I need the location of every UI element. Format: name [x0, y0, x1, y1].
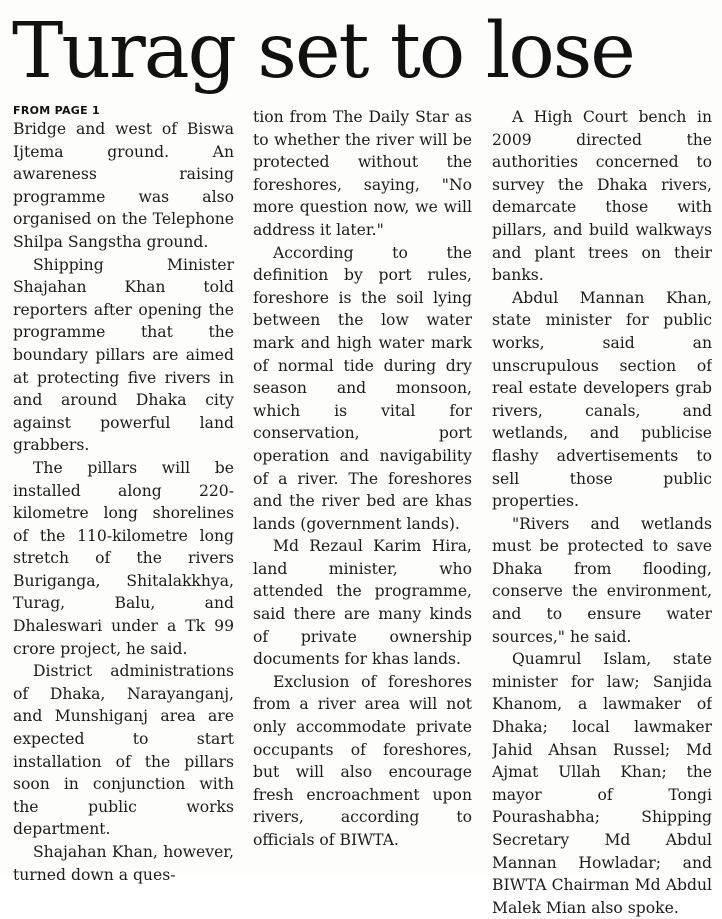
- paragraph: Exclusion of foreshores from a river area will not only accommodate private occupants of foreshores, but will also encourage fresh encroachment upon rivers, according to officials of BIWTA.: [253, 672, 472, 849]
- paragraph: Md Rezaul Karim Hira, land minister, who attended the programme, said there are many kinds of private ownership documents for khas lands.: [253, 537, 472, 669]
- article-column-2: [253, 106, 472, 852]
- paragraph: A High Court bench in 2009 directed the authorities concerned to survey the Dhaka rivers, demarcate those with pillars, and build walkways and plant trees on their banks.: [492, 108, 712, 285]
- paragraph: tion from The Daily Star as to whether the river will be protected without the foreshores, saying, "No more question now, we will address it later.": [253, 108, 472, 239]
- paragraph: The pillars will be installed along 220-kilometre long shorelines of the 110-kilometre long stretch of the rivers Buriganga, Shitalakkhya, Turag, Balu, and Dhaleswari under a Tk 99 crore project, he said.: [13, 458, 234, 658]
- continuation-kicker: FROM PAGE 1: [13, 104, 101, 117]
- paragraph: Shipping Minister Shajahan Khan told reporters after opening the programme that the boundary pillars are aimed at protecting five rivers in and around Dhaka city against powerful land grabbers.: [13, 255, 234, 455]
- headline: Turag set to lose: [12, 7, 634, 96]
- paragraph: Abdul Mannan Khan, state minister for public works, said an unscrupulous section of real estate developers grab rivers, canals, and wetlands, and publicise flashy advertisements to sell those public properties.: [492, 288, 712, 511]
- article-column-3: [492, 106, 712, 919]
- article-column-1: [13, 104, 234, 886]
- paragraph: According to the definition by port rules, foreshore is the soil lying between the low water mark and high water mark of normal tide during dry season and monsoon, which is vital for conservation, port operation and navigability of a river. The foreshores and the river bed are khas lands (government lands).: [253, 243, 472, 533]
- paragraph: Quamrul Islam, state minister for law; Sanjida Khanom, a lawmaker of Dhaka; local lawmaker Jahid Ahsan Russel; Md Ajmat Ullah Khan; the mayor of Tongi Pourashabha; Shipping Secretary Md Abdul Mannan Howladar; and BIWTA Chairman Md Abdul Malek Mian also spoke.: [492, 650, 712, 917]
- paragraph: "Rivers and wetlands must be protected to save Dhaka from flooding, conserve the environment, and to ensure water sources," he said.: [492, 514, 712, 646]
- paragraph: Shajahan Khan, however, turned down a ques-: [13, 843, 234, 884]
- paragraph: Bridge and west of Biswa Ijtema ground. An awareness raising programme was also organised on the Telephone Shilpa Sangstha ground.: [13, 120, 234, 251]
- paragraph: District administrations of Dhaka, Narayanganj, and Munshiganj area are expected to start installation of the pillars soon in conjunction with the public works department.: [13, 662, 234, 839]
